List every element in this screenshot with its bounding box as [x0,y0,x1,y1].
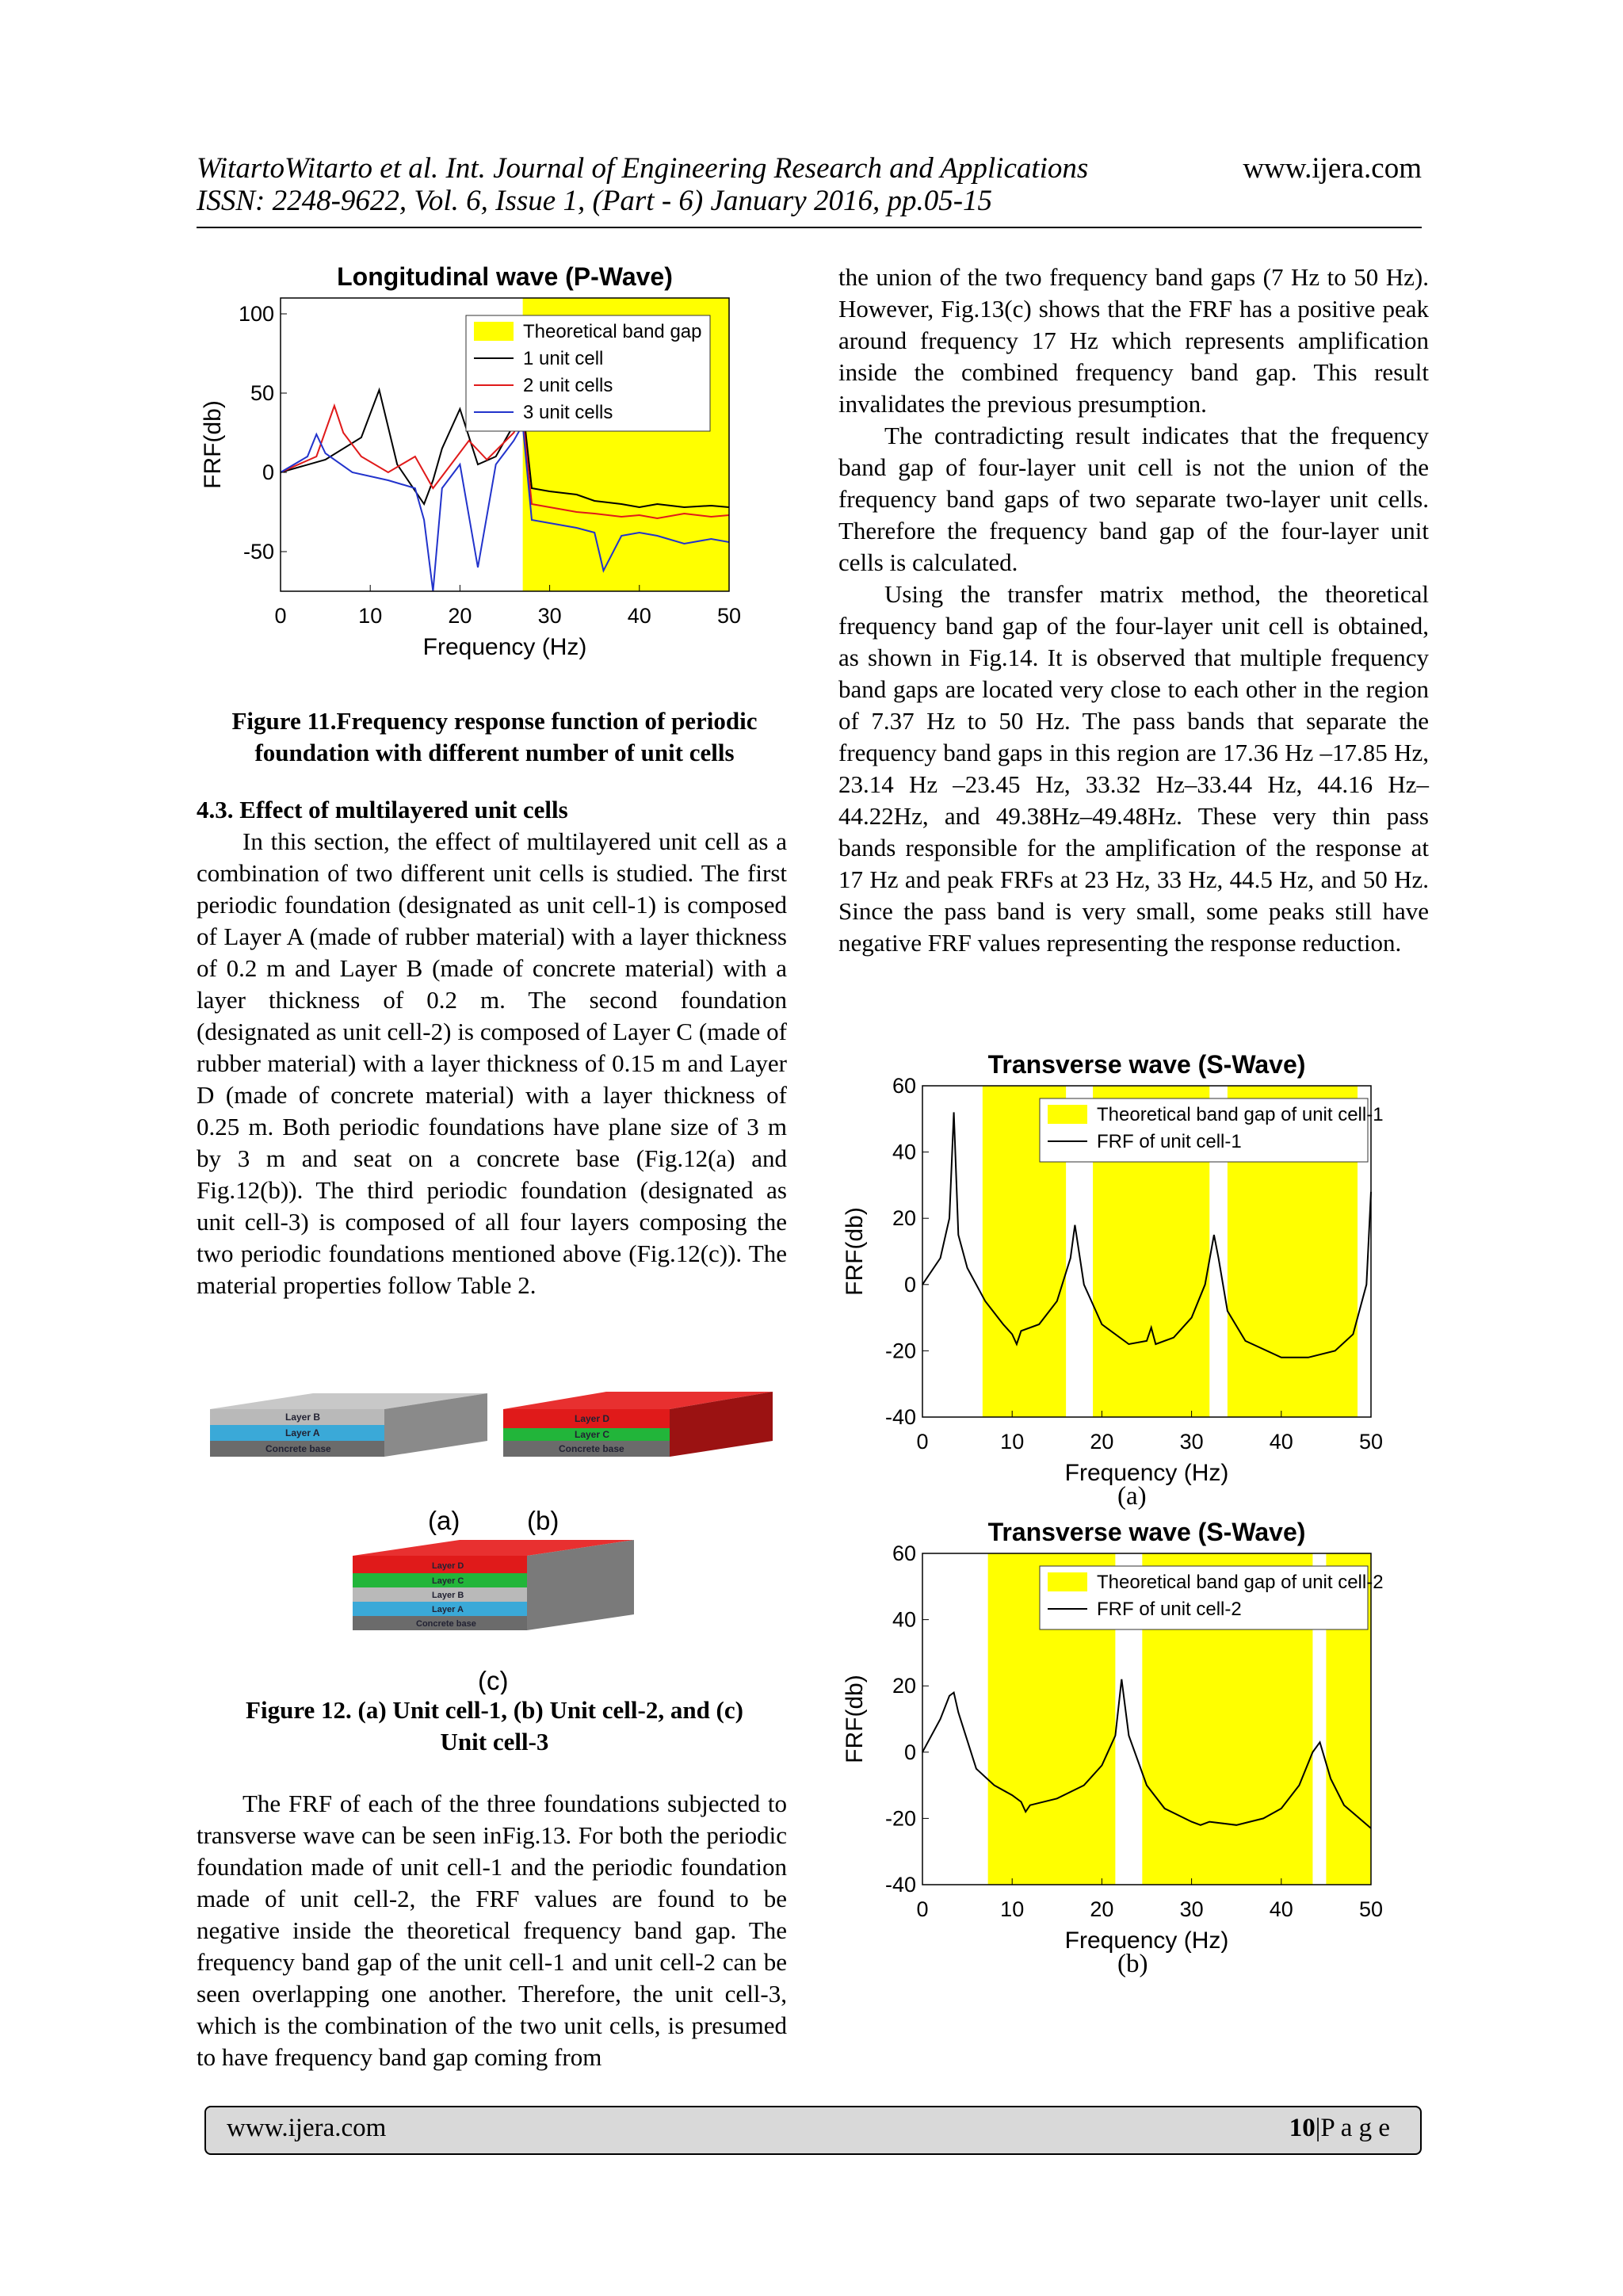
x-tick-label-4: 40 [1269,1897,1293,1921]
right-column-text [838,262,1429,959]
figure-11-chart [197,260,751,708]
x-axis-label: Frequency (Hz) [1064,1927,1229,1954]
x-tick-label-1: 10 [358,604,383,628]
page-footer [204,2106,1422,2155]
section-paragraph-2: The FRF of each of the three foundations subjected to transverse wave can be seen inFig.13. For both the periodic foundation made of unit cell-1 and the periodic foundation made of unit cell-2, the FRF values are found to be negative inside the theoretical frequency band gap. The frequency band gap of the unit cell-1 and unit cell-2 can be seen overlapping one another. Therefore, the unit cell-3, which is the combination of the two unit cells, is presumed to have frequency band gap coming from [197,1790,787,2071]
y-tick-label-1: 40 [892,1607,916,1632]
header-rule [197,227,1422,228]
x-tick-label-5: 50 [1358,1897,1384,1921]
unit-cell-3-label-concrete: Concrete base [416,1619,476,1629]
y-tick-label-4: -20 [884,1806,916,1831]
unit-cell-1-label-layer-a: Layer A [285,1427,320,1438]
right-paragraph-3: Using the transfer matrix method, the theoretical frequency band gap of the four-layer unit cell is obtained, as shown in Fig.14. It is observed that multiple frequency band gaps are located very close to each other in the region of 7.37 Hz to 50 Hz. The pass bands that separate the frequency band gaps in this region are 17.36 Hz –17.85 Hz, 23.14 Hz –23.45 Hz, 33.32 Hz–33.44 Hz, 44.16 Hz–44.22Hz, and 49.38Hz–49.48Hz. These very thin pass bands responsible for the amplification of the response at 17 Hz and peak FRFs at 23 Hz, 33 Hz, 44.5 Hz, and 50 Hz. Since the pass band is very small, some peaks still have negative FRF values representing the response reduction. [838,580,1429,957]
chart-title: Transverse wave (S-Wave) [987,1050,1306,1079]
figure-12-illustration [202,1385,796,1694]
y-axis-label: FRF(db) [842,1675,868,1763]
left-column-text-2 [197,1788,787,2073]
x-axis-label: Frequency (Hz) [1064,1460,1229,1486]
legend-label-0: Theoretical band gap of unit cell-2 [1097,1572,1384,1593]
y-tick-label-3: 0 [903,1272,916,1297]
y-tick-label-1: 40 [892,1140,916,1164]
left-column-text [197,794,787,1301]
legend-label-0: Theoretical band gap of unit cell-1 [1097,1104,1384,1125]
figure-11-caption [197,705,792,769]
legend-swatch-band [474,322,514,341]
x-tick-label-3: 30 [537,604,562,628]
y-tick-label-0: 100 [238,302,274,326]
unit-cell-1-label-layer-b: Layer B [285,1412,321,1423]
footer-website[interactable]: www.ijera.com [227,2114,387,2142]
legend-label-1: FRF of unit cell-2 [1097,1599,1242,1620]
y-tick-label-1: 50 [250,381,274,405]
y-tick-label-3: -50 [242,540,274,563]
x-axis-label: Frequency (Hz) [422,634,587,660]
chart-title: Transverse wave (S-Wave) [987,1518,1306,1546]
footer-page-number: 10|P a g e [1289,2114,1390,2142]
figure-11-caption-line-2: foundation with different number of unit cells [254,739,735,766]
y-axis-label: FRF(db) [200,400,226,489]
legend-label-3: 3 unit cells [523,402,613,423]
y-tick-label-2: 20 [892,1206,916,1231]
figure-12-label-c: (c) [478,1666,509,1694]
figure-12-caption-line-2: Unit cell-3 [440,1728,549,1755]
y-tick-label-4: -20 [884,1339,916,1363]
y-tick-label-3: 0 [903,1740,916,1764]
x-tick-label-0: 0 [274,604,287,628]
x-tick-label-5: 50 [1358,1430,1384,1454]
y-tick-label-0: 60 [892,1541,916,1565]
x-tick-label-2: 20 [1090,1897,1114,1921]
figure-13b-label: (b) [1117,1950,1148,1978]
legend-label-2: 2 unit cells [523,375,613,396]
x-tick-label-3: 30 [1179,1897,1204,1921]
figure-13b-chart [838,1512,1393,1956]
header-website[interactable]: www.ijera.com [1243,152,1422,185]
unit-cell-2-block [503,1392,773,1457]
running-header [197,152,1422,217]
x-tick-label-1: 10 [1000,1430,1025,1454]
figure-12-label-b: (b) [527,1506,559,1535]
unit-cell-3-label-layer-d: Layer D [432,1561,464,1571]
unit-cell-1-label-concrete: Concrete base [265,1443,331,1454]
x-tick-label-5: 50 [716,604,742,628]
legend-label-1: 1 unit cell [523,348,604,369]
right-paragraph-2: The contradicting result indicates that the frequency band gap of four-layer unit cell is not the union of the frequency band gaps of two separate two-layer unit cells. Therefore the frequency band gap of the four-layer unit cells is calculated. [838,422,1429,576]
figure-12-caption [197,1694,792,1758]
legend-swatch-band [1048,1572,1087,1591]
unit-cell-2-label-layer-c: Layer C [575,1429,610,1440]
header-line-2: ISSN: 2248-9622, Vol. 6, Issue 1, (Part - 6) January 2016, pp.05-15 [197,185,993,217]
figure-12-caption-line-1: Figure 12. (a) Unit cell-1, (b) Unit cell-2, and (c) [246,1696,743,1724]
legend-label-0: Theoretical band gap [523,321,702,342]
y-tick-label-2: 0 [262,460,274,484]
x-tick-label-1: 10 [1000,1897,1025,1921]
header-line-1: WitartoWitarto et al. Int. Journal of Engineering Research and Applications [197,152,1089,185]
y-tick-label-5: -40 [884,1405,916,1429]
chart-title: Longitudinal wave (P-Wave) [337,262,673,291]
unit-cell-3-label-layer-a: Layer A [432,1605,464,1614]
section-paragraph-1: In this section, the effect of multilayered unit cell as a combination of two different unit cells is studied. The first periodic foundation (designated as unit cell-1) is composed of Layer A (made of rubber material) with a layer thickness of 0.2 m and Layer B (made of concrete material) with a layer thickness of 0.2 m. The second foundation (designated as unit cell-2) is composed of Layer C (made of rubber material) with a layer thickness of 0.15 m and Layer D (made of concrete material) with a layer thickness of 0.25 m. Both periodic foundations have plane size of 3 m by 3 m and seat on a concrete base (Fig.12(a) and Fig.12(b)). The third periodic foundation (designated as unit cell-3) is composed of all four layers composing the two periodic foundations mentioned above (Fig.12(c)). The material properties follow Table 2. [197,827,787,1299]
x-tick-label-3: 30 [1179,1430,1204,1454]
x-tick-label-0: 0 [916,1897,929,1921]
figure-13a-chart [838,1045,1393,1488]
y-tick-label-0: 60 [892,1074,916,1098]
y-tick-label-5: -40 [884,1873,916,1897]
unit-cell-3-side [527,1540,634,1630]
unit-cell-2-label-concrete: Concrete base [559,1443,624,1454]
legend-label-1: FRF of unit cell-1 [1097,1131,1242,1152]
x-tick-label-4: 40 [627,604,651,628]
right-paragraph-1: the union of the two frequency band gaps (7 Hz to 50 Hz). However, Fig.13(c) shows that the FRF has a positive peak around frequency 17 Hz which represents amplification inside the combined frequency band gap. This result invalidates the previous presumption. [838,263,1429,418]
figure-12-label-a: (a) [428,1506,460,1535]
legend-swatch-band [1048,1105,1087,1124]
x-tick-label-4: 40 [1269,1430,1293,1454]
figure-11-caption-line-1: Figure 11.Frequency response function of periodic [231,707,758,735]
section-heading: 4.3. Effect of multilayered unit cells [197,796,568,823]
unit-cell-1-block [210,1393,487,1457]
unit-cell-3-block [353,1540,634,1630]
x-tick-label-2: 20 [1090,1430,1114,1454]
x-tick-label-0: 0 [916,1430,929,1454]
y-tick-label-2: 20 [892,1674,916,1698]
unit-cell-3-label-layer-b: Layer B [432,1591,464,1600]
y-axis-label: FRF(db) [842,1207,868,1296]
x-tick-label-2: 20 [448,604,472,628]
unit-cell-2-label-layer-d: Layer D [575,1413,610,1424]
figure-13a-label: (a) [1117,1482,1147,1511]
unit-cell-3-label-layer-c: Layer C [432,1576,464,1586]
